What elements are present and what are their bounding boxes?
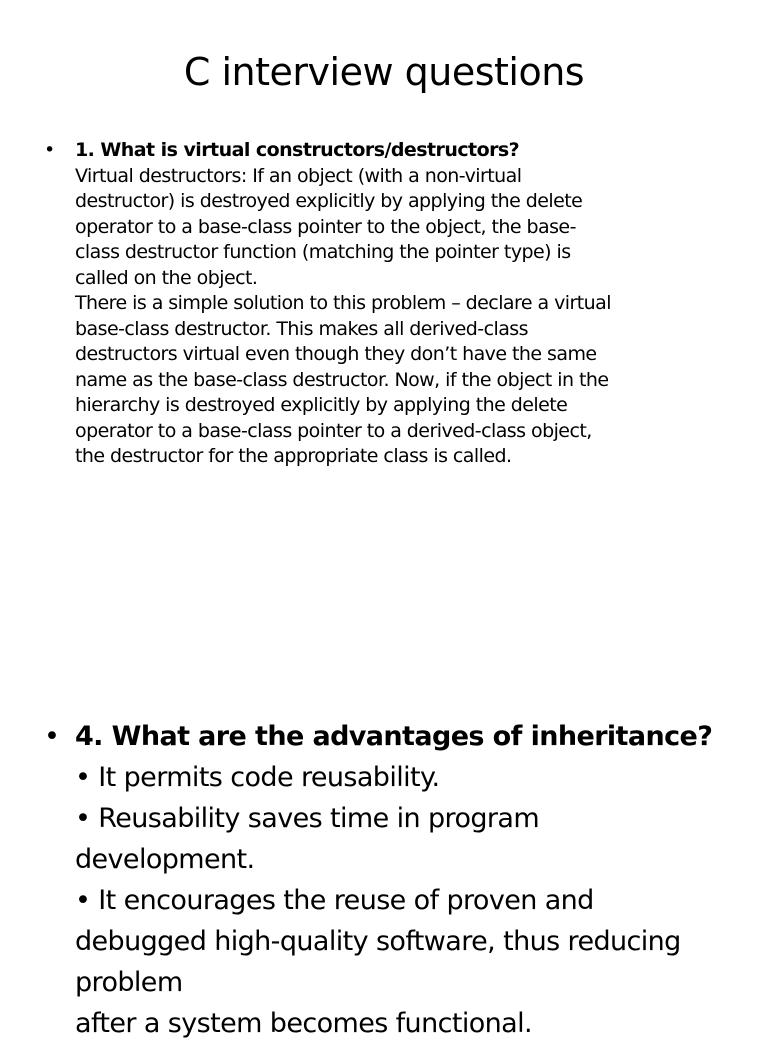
answer-1-line: class destructor function (matching the pointer type) is <box>75 241 571 263</box>
answer-1-line: destructor) is destroyed explicitly by applying the delete <box>75 190 583 212</box>
answer-1-line: operator to a base-class pointer to the object, the base- <box>75 215 576 238</box>
question-4-body <box>75 716 712 1044</box>
question-1-heading: 1. What is virtual constructors/destructors? <box>75 139 520 161</box>
answer-1-line: the destructor for the appropriate class is called. <box>75 445 512 467</box>
answer-4-line: after a system becomes functional. <box>75 1008 532 1039</box>
bullet-marker: • <box>44 139 56 161</box>
answer-1-line: destructors virtual even though they don’t have the same <box>75 343 597 365</box>
answer-1-line: base-class destructor. This makes all derived-class <box>75 317 528 340</box>
answer-1-line: Virtual destructors: If an object (with a non-virtual <box>75 164 522 187</box>
question-1-body <box>75 138 611 470</box>
answer-1-line: operator to a base-class pointer to a derived-class object, <box>75 419 592 442</box>
question-4-heading: 4. What are the advantages of inheritance? <box>75 721 713 752</box>
page-title: C interview questions <box>183 50 585 94</box>
answer-4-line: problem <box>75 967 183 998</box>
answer-4-line: development. <box>75 844 255 875</box>
bullet-marker: • <box>44 721 60 752</box>
answer-1-line: There is a simple solution to this problem – declare a virtual <box>75 292 611 314</box>
answer-4-line: • Reusability saves time in program <box>75 803 540 834</box>
answer-1-line: hierarchy is destroyed explicitly by applying the delete <box>75 394 568 416</box>
answer-1-line: called on the object. <box>75 266 258 289</box>
answer-4-line: • It encourages the reuse of proven and <box>75 885 594 916</box>
answer-4-line: debugged high-quality software, thus reducing <box>75 926 681 957</box>
answer-1-line: name as the base-class destructor. Now, if the object in the <box>75 368 609 391</box>
answer-4-line: • It permits code reusability. <box>75 762 440 793</box>
